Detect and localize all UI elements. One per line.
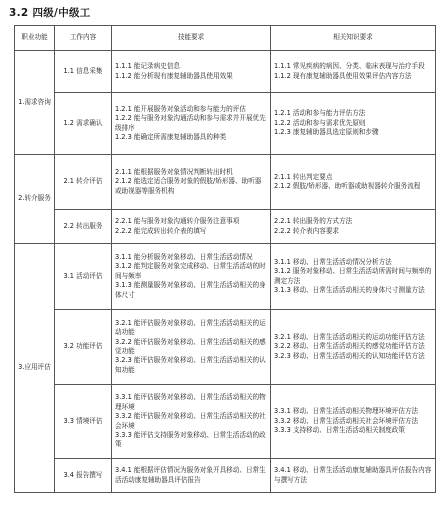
knowledge-cell: 2.2.1 转出服务的方式方法 2.2.2 转介表内容要求 [271,210,436,244]
header-content: 工作内容 [55,26,112,51]
content-cell: 3.3 情境评估 [55,385,112,459]
table-row [15,210,436,244]
knowledge-cell: 3.3.1 移动、日常生活活动相关物理环境评估方法 3.3.2 移动、日常生活活动相关社会环境评估方法 3.3.3 支持移动、日常生活活动相关制度政策 [271,385,436,459]
skill-cell: 1.1.1 能记录病史信息 1.1.2 能分析现有康复辅助器具使用效果 [112,51,271,93]
skill-cell: 1.2.1 能开展服务对象活动和参与能力的评估 1.2.2 能与服务对象沟通活动和参与需求并开展优先级排序 1.2.3 能确定所需康复辅助器具的种类 [112,93,271,155]
knowledge-cell: 2.1.1 转出判定要点 2.1.2 假肢/矫形器、助听器或助视器转介服务流程 [271,155,436,210]
table-row [15,155,436,210]
func-cell: 2.转介服务 [15,155,55,244]
knowledge-cell: 1.1.1 常见疾病的病因、分类、临床表现与治疗手段 1.1.2 现有康复辅助器具使用效果评估内容方法 [271,51,436,93]
table-row [15,459,436,493]
content-cell: 1.1 信息采集 [55,51,112,93]
knowledge-cell: 3.4.1 移动、日常生活活动康复辅助器具评估报告内容与撰写方法 [271,459,436,493]
skill-cell: 3.3.1 能评估服务对象移动、日常生活活动相关的物理环境 3.3.2 能评估服务对象移动、日常生活活动相关的社会环境 3.3.3 能评估支持服务对象移动、日常生活活动的政策 [112,385,271,459]
skills-table [14,25,436,493]
table-row [15,310,436,385]
skill-cell: 2.1.1 能根据服务对象情况判断转出时机 2.1.2 能选定适合服务对象的假肢/矫形器、助听器或助视器等服务机构 [112,155,271,210]
knowledge-cell: 3.1.1 移动、日常生活活动情况分析方法 3.1.2 服务对象移动、日常生活活动所需时间与频率的测定方法 3.1.3 移动、日常生活活动相关的身体尺寸测量方法 [271,244,436,310]
table-row [15,244,436,310]
content-cell: 1.2 需求确认 [55,93,112,155]
table-row [15,93,436,155]
content-cell: 3.2 功能评估 [55,310,112,385]
func-cell: 1.需求咨询 [15,51,55,155]
content-cell: 2.2 转出服务 [55,210,112,244]
table-row [15,51,436,93]
table-header-row [15,26,436,51]
knowledge-cell: 3.2.1 移动、日常生活活动相关的运动功能评估方法 3.2.2 移动、日常生活活动相关的感觉功能评估方法 3.2.3 移动、日常生活活动相关的认知功能评估方法 [271,310,436,385]
knowledge-cell: 1.2.1 活动和参与能力评估方法 1.2.2 活动和参与需求优先原则 1.2.3 康复辅助器具选定原则和步骤 [271,93,436,155]
header-skill: 技能要求 [112,26,271,51]
skill-cell: 3.4.1 能根据评估情况为服务对象开具移动、日常生活活动康复辅助器具评估报告 [112,459,271,493]
content-cell: 3.4 报告撰写 [55,459,112,493]
skill-cell: 3.1.1 能分析服务对象移动、日常生活活动情况 3.1.2 能判定服务对象完成移动、日常生活活动的时间与频率 3.1.3 能测量服务对象移动、日常生活活动相关的身体尺寸 [112,244,271,310]
table-row [15,385,436,459]
content-cell: 2.1 转介评估 [55,155,112,210]
content-cell: 3.1 活动评估 [55,244,112,310]
skill-cell: 3.2.1 能评估服务对象移动、日常生活活动相关的运动功能 3.2.2 能评估服务对象移动、日常生活活动相关的感觉功能 3.2.3 能评估服务对象移动、日常生活活动相关的认知功能 [112,310,271,385]
section-title: 3.2 四级/中级工 [9,7,91,19]
func-cell: 3.应用评估 [15,244,55,493]
header-knowledge: 相关知识要求 [271,26,436,51]
skill-cell: 2.2.1 能与服务对象沟通转介服务注意事项 2.2.2 能完成转出转介表的填写 [112,210,271,244]
header-func: 职业功能 [15,26,55,51]
